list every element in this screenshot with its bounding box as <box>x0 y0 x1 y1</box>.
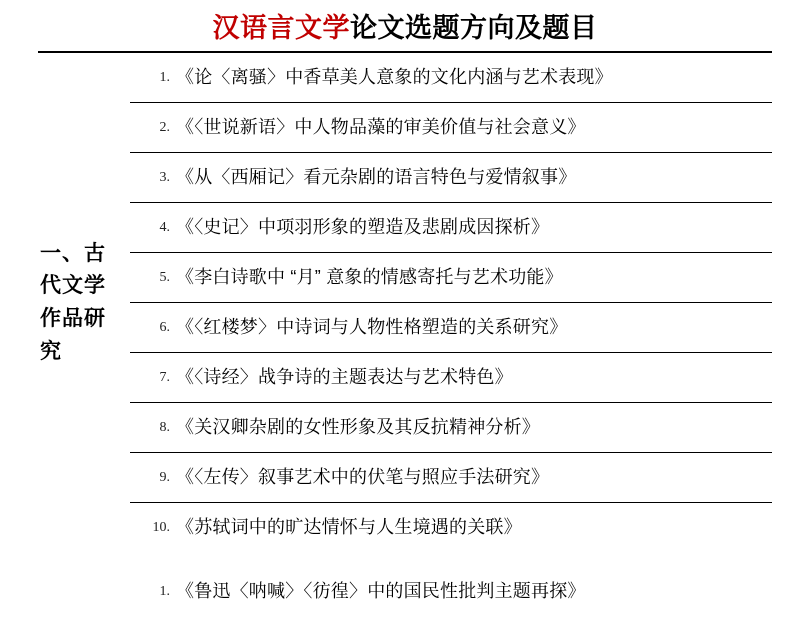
row-text: 《从〈西厢记〉看元杂剧的语言特色与爱情叙事》 <box>176 166 577 187</box>
row-number: 8. <box>159 419 170 435</box>
row-text: 《〈左传〉叙事艺术中的伏笔与照应手法研究》 <box>176 466 550 487</box>
table-row <box>130 103 772 153</box>
row-number: 5. <box>159 269 170 285</box>
row-text: 《〈史记〉中项羽形象的塑造及悲剧成因探析》 <box>176 216 550 237</box>
table-row <box>130 253 772 303</box>
row-text: 《〈红楼梦〉中诗词与人物性格塑造的关系研究》 <box>176 316 568 337</box>
row-text: 《李白诗歌中 “月” 意象的情感寄托与艺术功能》 <box>176 266 563 287</box>
topics-table <box>38 51 772 617</box>
row-text: 《论〈离骚〉中香草美人意象的文化内涵与艺术表现》 <box>176 66 613 87</box>
category-cell <box>38 567 130 617</box>
table-row <box>130 503 772 553</box>
table-row <box>130 353 772 403</box>
row-text: 《〈诗经〉战争诗的主题表达与艺术特色》 <box>176 366 513 387</box>
category-label: 一、古代文学作品研究 <box>40 241 106 363</box>
row-number: 6. <box>159 319 170 335</box>
row-number: 10. <box>152 520 170 535</box>
section-ancient-literature <box>38 53 772 553</box>
topic-list <box>130 567 772 617</box>
page-title <box>0 0 810 51</box>
table-row <box>130 567 772 617</box>
page-title-rest: 论文选题方向及题目 <box>350 13 598 43</box>
row-number: 3. <box>159 169 170 185</box>
row-number: 9. <box>159 469 170 485</box>
section-modern-literature <box>38 567 772 617</box>
row-text: 《鲁迅〈呐喊〉〈彷徨〉中的国民性批判主题再探》 <box>176 581 586 602</box>
row-number: 7. <box>159 369 170 385</box>
table-row <box>130 53 772 103</box>
row-text: 《〈世说新语〉中人物品藻的审美价值与社会意义》 <box>176 116 586 137</box>
table-row <box>130 153 772 203</box>
row-number: 1. <box>159 69 170 85</box>
topic-list <box>130 53 772 553</box>
row-number: 2. <box>159 119 170 135</box>
section-gap <box>38 553 772 567</box>
row-text: 《关汉卿杂剧的女性形象及其反抗精神分析》 <box>176 416 540 437</box>
table-row <box>130 403 772 453</box>
table-row <box>130 453 772 503</box>
row-text: 《苏轼词中的旷达情怀与人生境遇的关联》 <box>176 517 522 538</box>
page-title-highlight: 汉语言文学 <box>212 13 350 43</box>
table-row <box>130 303 772 353</box>
table-row <box>130 203 772 253</box>
row-number: 4. <box>159 219 170 235</box>
category-cell <box>38 53 130 553</box>
row-number: 1. <box>159 584 170 599</box>
